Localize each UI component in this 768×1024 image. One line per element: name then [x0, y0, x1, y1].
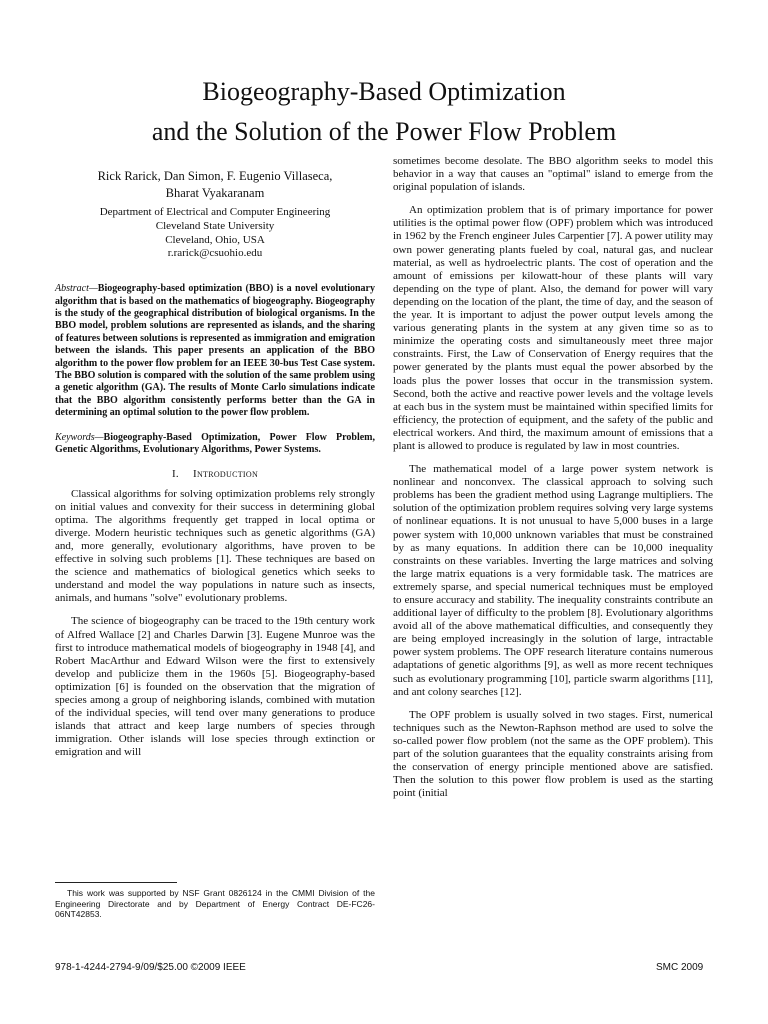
footer-conference: SMC 2009: [656, 962, 704, 973]
title-line-1: Biogeography-Based Optimization: [202, 77, 566, 106]
affiliation-city: Cleveland, Ohio, USA: [165, 233, 265, 246]
section-number: I.: [171, 468, 179, 481]
footnote-divider: [55, 882, 177, 883]
abstract-text: Biogeography-based optimization (BBO) is a novel evolutionary algorithm that is based on the mathematics of biogeography. Biogeography is the study of the geographical distribution of biological organisms. In the BBO model, problem solutions are represented as islands, and the sharing of features between solutions is represented as immigration and emigration between the islands. This paper presents an application of the BBO algorithm to the power flow problem for an IEEE 30-bus Test Case system. The BBO solution is compared with the solution of the same problem using a genetic algorithm (GA). The results of Monte Carlo simulations indicate that the BBO algorithm consistently performs better than the GA in determining an optimal solution to the power flow problem.: [55, 283, 375, 419]
keywords-lead: Keywords—: [55, 431, 104, 443]
right-column: [393, 155, 713, 810]
authors-line-1: Rick Rarick, Dan Simon, F. Eugenio Villaseca,: [97, 169, 333, 183]
affiliation: [55, 206, 375, 261]
authors-line-2: Bharat Vyakaranam: [165, 186, 265, 200]
paper-title: [60, 72, 708, 152]
affiliation-email: r.rarick@csuohio.edu: [167, 247, 263, 260]
paragraph: The OPF problem is usually solved in two stages. First, numerical techniques such as the Newton-Raphson method are used to solve the so-called power flow problem (not the same as the OPF problem). This part of the solution guarantees that the equality constraints arising from the conservation of energy principle mentioned above are satisfied. Then the solution to this power flow problem is used as the starting point (initial: [393, 708, 713, 800]
affiliation-univ: Cleveland State University: [155, 219, 275, 232]
left-column: [55, 168, 375, 769]
authors: [55, 168, 375, 202]
abstract: [55, 283, 375, 419]
paragraph: An optimization problem that is of primary importance for power utilities is the optimal power flow (OPF) problem which was introduced in 1962 by the French engineer Jules Carpentier [7]. A power utility may own power generating plants fueled by coal, natural gas, and nuclear material, as well as hydroelectric plants. The cost of operation and the amount of emissions per kilowatt-hour of these plants will vary depending on the type of plant. Also, the demand for power will vary depending on the location of the plant, the time of day, and the season of the year. It is important to adjust the power output levels among the various generating plants in the system at any given time so as to minimize the operating costs and simultaneously meet three major constraints. First, the Law of Conservation of Energy requires that the power generated by the plants must equal the power absorbed by the loads plus the power losses that occur in the transmission system. Second, both the active and reactive power levels and the voltage levels at each bus in the system must be maintained within specified limits for efficiency, the protection of equipment, and the safety of the public and electrical workers. And third, the maximum amount of emissions that a plant is allowed to produce is regulated by law in most countries.: [393, 204, 713, 452]
paragraph: Classical algorithms for solving optimization problems rely strongly on initial values and convexity for their success in determining global optima. The algorithms frequently get trapped in local optima or diverge. Modern heuristic techniques such as genetic algorithms (GA) and, more generally, evolutionary algorithms, have proven to be effective in solving such problems [1]. These techniques are based on the science and mathematics of biological genetics which seeks to understand and model the way populations in nature such as insects, animals, and humans "solve" evolutionary problems.: [55, 487, 375, 605]
paragraph: The mathematical model of a large power system network is nonlinear and nonconvex. The classical approach to solving such problems has been the gradient method using Lagrange multipliers. The solution of the optimization problem requires solving very large systems of nonlinear equations. It is not unusual to have 5,000 buses in a large power system with 10,000 unknown variables that must be constrained by as many equations. In addition there can be 10,000 inequality constraints on these variables. Inverting the large matrices and solving the large matrix equations is a very formidable task. The matrices are extremely sparse, and special numerical techniques must be employed to ensure accuracy and stability. The inequality constraints contribute an additional layer of difficulty to the problem [8]. Evolutionary algorithms avoid all of the above mathematical difficulties, and consequently they are being employed increasingly in the solution of large, intractable power system problems. The OPF research literature contains numerous adaptations of genetic algorithms [9], as well as more recent techniques such as evolutionary programming [10], particle swarm algorithms [11], and ant colony searches [12].: [393, 463, 713, 698]
affiliation-dept: Department of Electrical and Computer Engineering: [99, 206, 331, 218]
section-title: Introduction: [192, 468, 259, 481]
footer-copyright: 978-1-4244-2794-9/09/$25.00 ©2009 IEEE: [55, 962, 246, 973]
abstract-lead: Abstract—: [55, 283, 98, 295]
keywords-text: Biogeography-Based Optimization, Power Flow Problem, Genetic Algorithms, Evolutionary Algorithms, Power Systems.: [55, 431, 375, 456]
footnote: This work was supported by NSF Grant 0826124 in the CMMI Division of the Engineering Directorate and by Department of Energy Contract DE-FC26-06NT42853.: [55, 888, 375, 919]
paragraph: sometimes become desolate. The BBO algorithm seeks to model this behavior in a way that causes an "optimal" island to emerge from the original population of islands.: [393, 155, 713, 194]
keywords: [55, 432, 375, 457]
paragraph: The science of biogeography can be traced to the 19th century work of Alfred Wallace [2] and Charles Darwin [3]. Eugene Munroe was the first to introduce mathematical models of biogeography in 1948 [4], and Robert MacArthur and Edward Wilson were the first to extensively develop and publicize them in the 1960s [5]. Biogeography-based optimization [6] is founded on the observation that the migration of species among a group of neighboring islands, combined with mutation of the individual species, will tend over many generations to produce islands that attract and keep large numbers of species through immigration. Other islands will lose species through extinction or emigration and will: [55, 615, 375, 759]
section-heading-introduction: [55, 468, 375, 481]
title-line-2: and the Solution of the Power Flow Problem: [151, 117, 617, 146]
